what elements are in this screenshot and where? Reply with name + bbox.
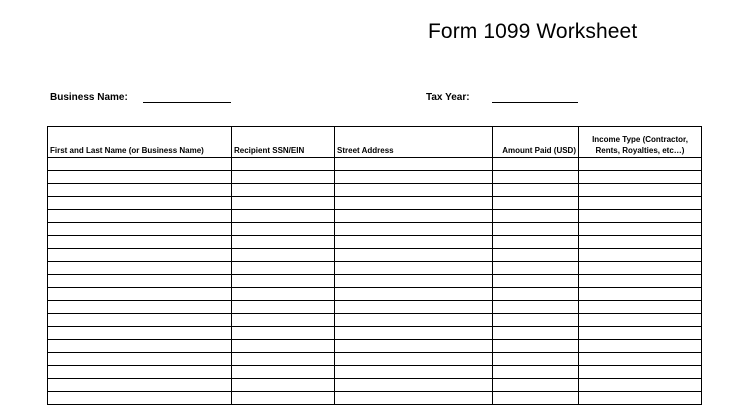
table-body: [48, 158, 702, 405]
cell-income-type[interactable]: [579, 249, 702, 262]
cell-income-type[interactable]: [579, 171, 702, 184]
table-row: [48, 171, 702, 184]
tax-year-label: Tax Year:: [426, 92, 470, 103]
table-row: [48, 275, 702, 288]
cell-ssn[interactable]: [232, 301, 335, 314]
cell-name[interactable]: [48, 184, 232, 197]
cell-address[interactable]: [335, 353, 493, 366]
cell-name[interactable]: [48, 236, 232, 249]
cell-address[interactable]: [335, 392, 493, 405]
table-row: [48, 301, 702, 314]
cell-name[interactable]: [48, 210, 232, 223]
cell-income-type[interactable]: [579, 158, 702, 171]
cell-income-type[interactable]: [579, 288, 702, 301]
column-header-income-type: Income Type (Contractor, Rents, Royalties, etc…): [579, 127, 702, 158]
cell-ssn[interactable]: [232, 210, 335, 223]
cell-amount[interactable]: [493, 210, 579, 223]
cell-name[interactable]: [48, 197, 232, 210]
cell-income-type[interactable]: [579, 366, 702, 379]
cell-address[interactable]: [335, 184, 493, 197]
cell-ssn[interactable]: [232, 249, 335, 262]
cell-name[interactable]: [48, 379, 232, 392]
cell-name[interactable]: [48, 353, 232, 366]
cell-address[interactable]: [335, 275, 493, 288]
cell-name[interactable]: [48, 366, 232, 379]
cell-amount[interactable]: [493, 314, 579, 327]
table-row: [48, 184, 702, 197]
cell-address[interactable]: [335, 236, 493, 249]
cell-income-type[interactable]: [579, 327, 702, 340]
cell-address[interactable]: [335, 327, 493, 340]
cell-ssn[interactable]: [232, 171, 335, 184]
cell-ssn[interactable]: [232, 275, 335, 288]
cell-address[interactable]: [335, 171, 493, 184]
cell-address[interactable]: [335, 210, 493, 223]
cell-ssn[interactable]: [232, 392, 335, 405]
worksheet-title: Form 1099 Worksheet: [428, 20, 638, 43]
cell-ssn[interactable]: [232, 379, 335, 392]
cell-name[interactable]: [48, 171, 232, 184]
cell-amount[interactable]: [493, 275, 579, 288]
cell-ssn[interactable]: [232, 262, 335, 275]
table-row: [48, 158, 702, 171]
cell-income-type[interactable]: [579, 184, 702, 197]
cell-address[interactable]: [335, 340, 493, 353]
table-header-row: [48, 127, 702, 158]
cell-income-type[interactable]: [579, 197, 702, 210]
cell-ssn[interactable]: [232, 353, 335, 366]
cell-name[interactable]: [48, 223, 232, 236]
cell-name[interactable]: [48, 249, 232, 262]
cell-ssn[interactable]: [232, 288, 335, 301]
table-row: [48, 197, 702, 210]
cell-income-type[interactable]: [579, 210, 702, 223]
cell-name[interactable]: [48, 314, 232, 327]
business-name-label: Business Name:: [50, 92, 128, 103]
table-row: [48, 236, 702, 249]
column-header-name: First and Last Name (or Business Name): [48, 127, 232, 158]
cell-name[interactable]: [48, 158, 232, 171]
cell-ssn[interactable]: [232, 223, 335, 236]
cell-address[interactable]: [335, 288, 493, 301]
business-name-field[interactable]: [143, 102, 231, 103]
cell-name[interactable]: [48, 301, 232, 314]
cell-income-type[interactable]: [579, 275, 702, 288]
cell-amount[interactable]: [493, 340, 579, 353]
cell-income-type[interactable]: [579, 379, 702, 392]
table-row: [48, 327, 702, 340]
table-row: [48, 340, 702, 353]
cell-amount[interactable]: [493, 171, 579, 184]
cell-income-type[interactable]: [579, 392, 702, 405]
cell-amount[interactable]: [493, 184, 579, 197]
cell-amount[interactable]: [493, 392, 579, 405]
cell-amount[interactable]: [493, 223, 579, 236]
column-header-amount: Amount Paid (USD): [493, 127, 579, 158]
cell-name[interactable]: [48, 327, 232, 340]
cell-name[interactable]: [48, 340, 232, 353]
cell-amount[interactable]: [493, 197, 579, 210]
table-row: [48, 379, 702, 392]
cell-address[interactable]: [335, 223, 493, 236]
cell-ssn[interactable]: [232, 158, 335, 171]
cell-amount[interactable]: [493, 327, 579, 340]
cell-income-type[interactable]: [579, 314, 702, 327]
table-row: [48, 249, 702, 262]
cell-ssn[interactable]: [232, 366, 335, 379]
cell-address[interactable]: [335, 301, 493, 314]
cell-income-type[interactable]: [579, 301, 702, 314]
cell-income-type[interactable]: [579, 223, 702, 236]
cell-ssn[interactable]: [232, 197, 335, 210]
cell-address[interactable]: [335, 158, 493, 171]
table-row: [48, 353, 702, 366]
cell-amount[interactable]: [493, 301, 579, 314]
cell-address[interactable]: [335, 366, 493, 379]
cell-income-type[interactable]: [579, 340, 702, 353]
cell-amount[interactable]: [493, 288, 579, 301]
cell-address[interactable]: [335, 249, 493, 262]
cell-name[interactable]: [48, 262, 232, 275]
cell-name[interactable]: [48, 392, 232, 405]
cell-income-type[interactable]: [579, 353, 702, 366]
cell-address[interactable]: [335, 197, 493, 210]
cell-name[interactable]: [48, 275, 232, 288]
cell-ssn[interactable]: [232, 236, 335, 249]
cell-ssn[interactable]: [232, 340, 335, 353]
cell-income-type[interactable]: [579, 262, 702, 275]
cell-name[interactable]: [48, 288, 232, 301]
cell-amount[interactable]: [493, 366, 579, 379]
cell-income-type[interactable]: [579, 236, 702, 249]
table-row: [48, 288, 702, 301]
cell-ssn[interactable]: [232, 327, 335, 340]
table-row: [48, 262, 702, 275]
cell-ssn[interactable]: [232, 184, 335, 197]
tax-year-field[interactable]: [492, 102, 578, 103]
column-header-address: Street Address: [335, 127, 493, 158]
table-row: [48, 366, 702, 379]
table-row: [48, 223, 702, 236]
cell-address[interactable]: [335, 379, 493, 392]
cell-amount[interactable]: [493, 158, 579, 171]
table-row: [48, 210, 702, 223]
recipients-table: [47, 126, 702, 405]
cell-amount[interactable]: [493, 262, 579, 275]
cell-amount[interactable]: [493, 236, 579, 249]
cell-amount[interactable]: [493, 249, 579, 262]
cell-address[interactable]: [335, 262, 493, 275]
table-row: [48, 392, 702, 405]
cell-ssn[interactable]: [232, 314, 335, 327]
cell-address[interactable]: [335, 314, 493, 327]
cell-amount[interactable]: [493, 379, 579, 392]
table-row: [48, 314, 702, 327]
cell-amount[interactable]: [493, 353, 579, 366]
column-header-ssn: Recipient SSN/EIN: [232, 127, 335, 158]
